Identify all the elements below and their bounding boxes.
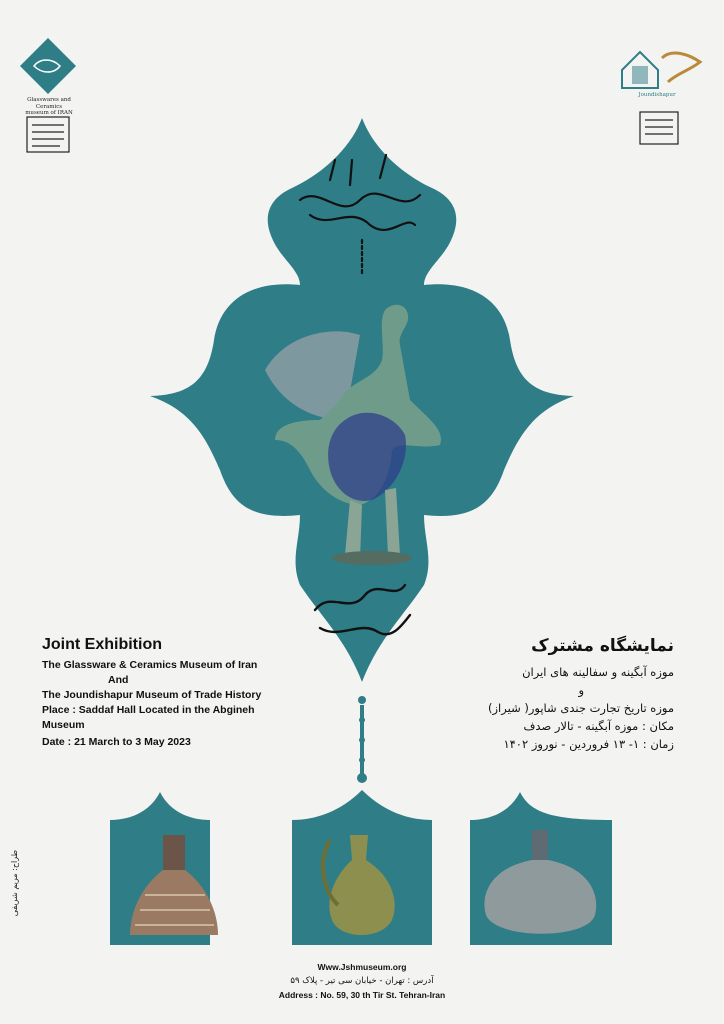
en-date: Date : 21 March to 3 May 2023	[42, 736, 191, 748]
fa-date: زمان : ۱- ۱۳ فروردین - نوروز ۱۴۰۲	[503, 737, 674, 751]
en-museum-2: The Joundishapur Museum of Trade History	[42, 689, 262, 701]
en-museum-1: The Glassware & Ceramics Museum of Iran	[42, 659, 258, 671]
en-and: And	[108, 674, 129, 686]
fa-title: نمایشگاه مشترک	[531, 636, 674, 656]
glassware-museum-logo-caption	[14, 97, 84, 117]
fa-museum-2: موزه تاریخ تجارت جندی شاپور( شیراز)	[488, 701, 674, 715]
footer-website[interactable]: Www.Jshmuseum.org	[317, 962, 407, 972]
glassware-museum-logo	[20, 38, 76, 94]
footer-address-fa: آدرس : تهران - خیابان سی تیر - پلاک ۵۹	[290, 976, 434, 986]
en-place: Place : Saddaf Hall Located in the Abgineh	[42, 704, 255, 716]
chain-ornament	[357, 696, 367, 783]
joundishapur-logo-caption: Joundishapur	[638, 92, 676, 98]
glassware-logo-caption-line1: Glasswares and Ceramics	[27, 97, 71, 110]
fa-museum-1: موزه آبگینه و سفالینه های ایران	[522, 665, 674, 679]
designer-credit: طراح: مریم شریفی	[10, 850, 19, 917]
joundishapur-museum-logo	[622, 52, 700, 88]
en-title: Joint Exhibition	[42, 636, 162, 653]
footer-address-en: Address : No. 59, 30 th Tir St. Tehran-Iran	[278, 990, 446, 1000]
ministry-seal-left	[27, 117, 69, 152]
en-place-cont: Museum	[42, 719, 85, 731]
fa-place: مکان : موزه آبگینه - تالار صدف	[523, 719, 674, 733]
fa-and: و	[578, 683, 584, 697]
ministry-seal-right	[640, 112, 678, 144]
glassware-logo-caption-line2: museum of IRAN	[25, 110, 73, 116]
